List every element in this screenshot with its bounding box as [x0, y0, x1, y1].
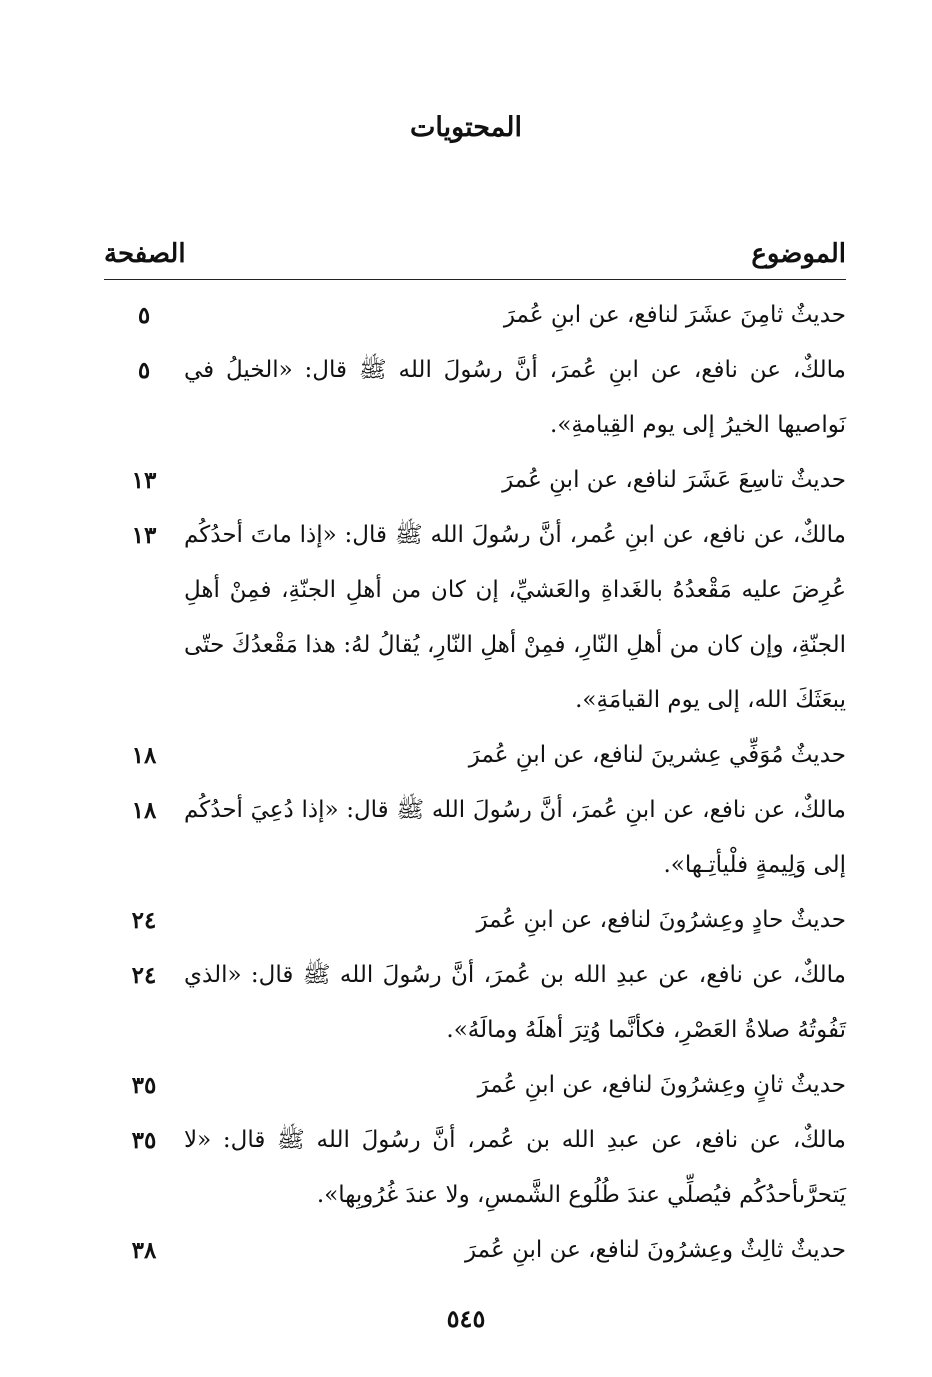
toc-entry-page: ٣٥: [131, 1072, 157, 1099]
toc-entry-page: ٢٤: [131, 907, 157, 934]
toc-entry-page: ٥: [137, 302, 151, 329]
topic-column-header: الموضوع: [751, 239, 846, 269]
toc-entry: [104, 508, 846, 728]
toc-entry: [104, 343, 846, 453]
toc-entry-text: مالكٌ، عن نافع، عن ابنِ عُمرَ، أنَّ رسُولَ الله ﷺ قال: «الخيلُ في نَواصيها الخيرُ إلى يوم القِيامةِ».: [184, 357, 846, 438]
toc-entry-text: مالكٌ، عن نافع، عن ابنِ عُمرَ، أنَّ رسُولَ الله ﷺ قال: «إذا دُعِيَ أحدُكُم إلى وَلِيمةٍ فلْيأتِـها».: [184, 797, 846, 878]
toc-entry: [104, 1058, 846, 1113]
toc-entry-text: حديثٌ ثانٍ وعِشرُونَ لنافع، عن ابنِ عُمرَ: [477, 1072, 846, 1098]
toc-column-headers: [104, 232, 846, 276]
toc-entry: [104, 728, 846, 783]
toc-entry-page: ١٨: [131, 797, 157, 824]
toc-entry: [104, 893, 846, 948]
toc-entry-page: ٢٤: [131, 962, 157, 989]
toc-entry-text: حديثٌ ثالِثٌ وعِشرُونَ لنافع، عن ابنِ عُمرَ: [464, 1237, 846, 1263]
toc-entry-text: حديثٌ ثامِنَ عشَرَ لنافع، عن ابنِ عُمرَ: [503, 302, 846, 328]
toc-entry: [104, 1113, 846, 1223]
page-column-header: الصفحة: [104, 239, 186, 269]
toc-entry-page: ١٣: [131, 522, 157, 549]
toc-entry: [104, 1223, 846, 1278]
page-title: المحتويات: [409, 112, 523, 143]
toc-entry-text: مالكٌ، عن نافع، عن ابنِ عُمر، أنَّ رسُولَ الله ﷺ قال: «إذا ماتَ أحدُكُم عُرِضَ عليه مَقْعدُهُ بالغَداةِ والعَشيِّ، إن كان من أهلِ الجنّةِ، فمِنْ أهلِ الجنّةِ، وإن كان من أهلِ النّارِ، فمِنْ أهلِ النّارِ، يُقالُ لهُ: هذا مَقْعدُكَ حتّى يبعَثَكَ الله، إلى يوم القيامَةِ».: [184, 522, 846, 713]
toc-entry-text: مالكٌ، عن نافع، عن عبدِ الله بن عُمر، أنَّ رسُولَ الله ﷺ قال: «لا يَتحرَّىأحدُكُم فيُصلِّي عندَ طُلُوع الشَّمسِ، ولا عندَ غُرُوبِها».: [184, 1127, 846, 1208]
toc-entry-page: ٣٥: [131, 1127, 157, 1154]
toc-entry: [104, 453, 846, 508]
toc-entry-text: حديثٌ مُوَفِّي عِشرينَ لنافع، عن ابنِ عُمرَ: [468, 742, 846, 768]
toc-entry: [104, 948, 846, 1058]
toc-entry: [104, 288, 846, 343]
toc-entry-text: حديثٌ تاسِعَ عَشَرَ لنافع، عن ابنِ عُمرَ: [502, 467, 846, 493]
toc-list: [104, 288, 846, 1278]
header-divider: [104, 279, 846, 280]
page-number: ٥٤٥: [446, 1304, 486, 1333]
toc-entry-text: مالكٌ، عن نافع، عن عبدِ الله بن عُمرَ، أنَّ رسُولَ الله ﷺ قال: «الذي تَفُوتُهُ صلاةُ العَصْرِ، فكأنَّما وُتِرَ أهلَهُ ومالَهُ».: [184, 962, 846, 1043]
toc-entry-page: ٣٨: [131, 1237, 157, 1264]
toc-entry: [104, 783, 846, 893]
toc-entry-page: ١٣: [131, 467, 157, 494]
toc-entry-text: حديثٌ حادٍ وعِشرُونَ لنافع، عن ابنِ عُمرَ: [476, 907, 846, 933]
toc-entry-page: ١٨: [131, 742, 157, 769]
toc-entry-page: ٥: [137, 357, 151, 384]
